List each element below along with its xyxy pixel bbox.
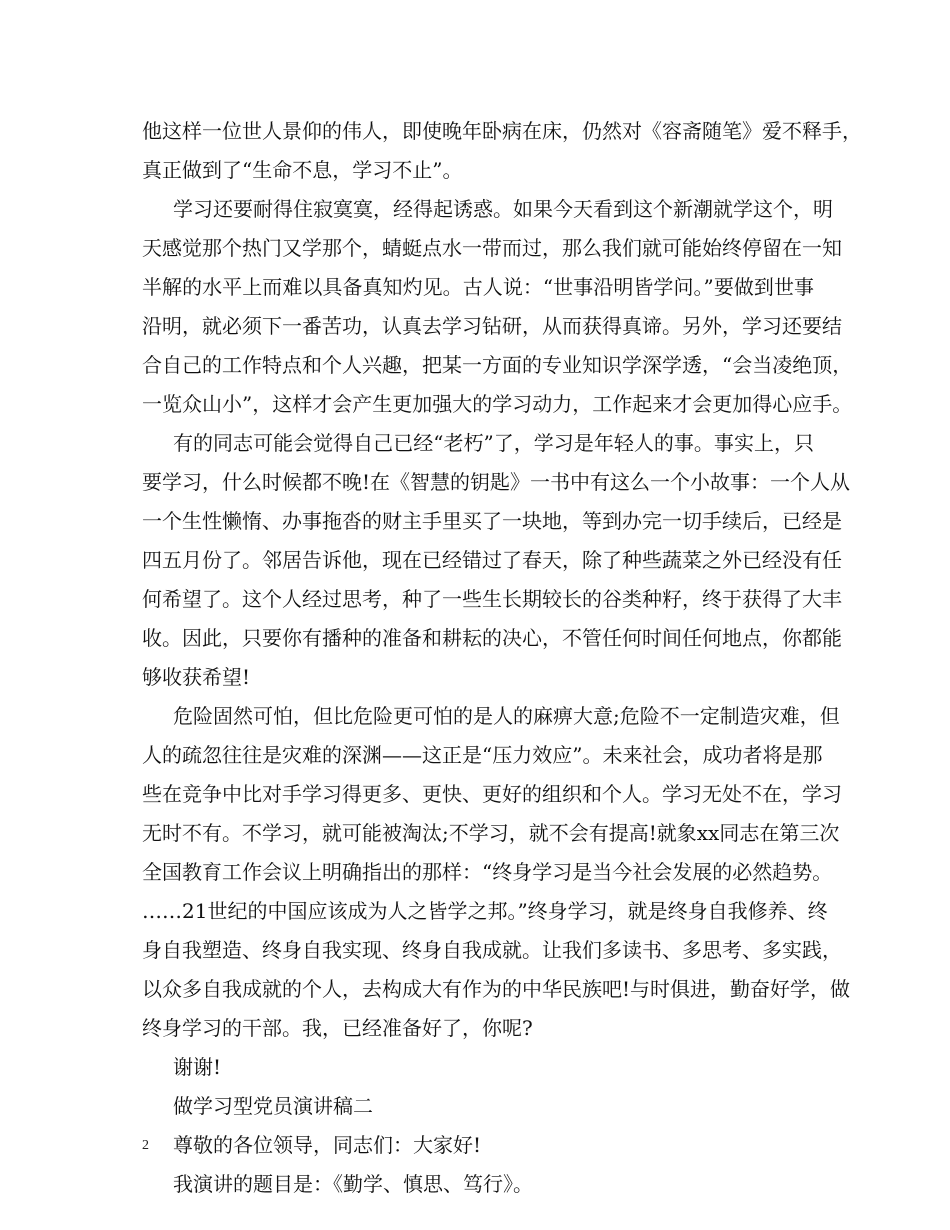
greeting-line: 尊敬的各位领导，同志们：大家好! bbox=[173, 1133, 482, 1157]
text-line: 身自我塑造、终身自我实现、终身自我成就。让我们多读书、多思考、多实践， bbox=[142, 938, 842, 962]
text-line: 四五月份了。邻居告诉他，现在已经错过了春天，除了种些蔬菜之外已经没有任 bbox=[142, 548, 842, 572]
text-line: 真正做到了“生命不息，学习不止”。 bbox=[142, 158, 463, 182]
text-line: 要学习，什么时候都不晚!在《智慧的钥匙》一书中有这么一个小故事：一个人从 bbox=[142, 470, 851, 494]
text-line: 收。因此，只要你有播种的准备和耕耘的决心，不管任何时间任何地点，你都能 bbox=[142, 626, 842, 650]
text-line: 全国教育工作会议上明确指出的那样：“终身学习是当今社会发展的必然趋势。 bbox=[142, 860, 833, 884]
text-line: 人的疏忽往往是灾难的深渊——这正是“压力效应”。未来社会，成功者将是那 bbox=[142, 743, 823, 767]
text-line: 一览众山小”，这样才会产生更加强大的学习动力，工作起来才会更加得心应手。 bbox=[142, 392, 853, 416]
text-line: 学习还要耐得住寂寞寞，经得起诱惑。如果今天看到这个新潮就学这个，明 bbox=[173, 197, 833, 221]
closing-line: 谢谢! bbox=[173, 1055, 222, 1079]
text-line: 以众多自我成就的个人，去构成大有作为的中华民族吧!与时俱进，勤奋好学，做 bbox=[142, 977, 851, 1001]
body-text bbox=[142, 112, 862, 1204]
text-line: 沿明，就必须下一番苦功，认真去学习钻研，从而获得真谛。另外，学习还要结 bbox=[142, 314, 842, 338]
text-line: 合自己的工作特点和个人兴趣，把某一方面的专业知识学深学透，“会当凌绝顶， bbox=[142, 353, 853, 377]
speech-title: 做学习型党员演讲稿二 bbox=[173, 1094, 373, 1118]
text-line: 一个生性懒惰、办事拖沓的财主手里买了一块地，等到办完一切手续后，已经是 bbox=[142, 509, 842, 533]
text-line: 终身学习的干部。我，已经准备好了，你呢? bbox=[142, 1016, 533, 1040]
text-line: 天感觉那个热门又学那个，蜻蜓点水一带而过，那么我们就可能始终停留在一知 bbox=[142, 236, 842, 260]
text-line: 有的同志可能会觉得自己已经“老朽”了，学习是年轻人的事。事实上，只 bbox=[173, 431, 814, 455]
text-line: 无时不有。不学习，就可能被淘汰;不学习，就不会有提高!就象xx同志在第三次 bbox=[142, 821, 840, 845]
text-line: 些在竞争中比对手学习得更多、更快、更好的组织和个人。学习无处不在，学习 bbox=[142, 782, 842, 806]
text-line: 危险固然可怕，但比危险更可怕的是人的麻痹大意;危险不一定制造灾难，但 bbox=[173, 704, 840, 728]
text-line: 半解的水平上而难以具备真知灼见。古人说：“世事沿明皆学问。”要做到世事 bbox=[142, 275, 814, 299]
page-number: 2 bbox=[142, 1138, 149, 1153]
text-line: 他这样一位世人景仰的伟人，即使晚年卧病在床，仍然对《容斋随笔》爱不释手， bbox=[142, 119, 862, 143]
text-line: 何希望了。这个人经过思考，种了一些生长期较长的谷类种籽，终于获得了大丰 bbox=[142, 587, 842, 611]
text-line: 够收获希望! bbox=[142, 665, 251, 689]
topic-line: 我演讲的题目是：《勤学、慎思、笃行》。 bbox=[173, 1172, 533, 1196]
text-line: ……21世纪的中国应该成为人之皆学之邦。”终身学习，就是终身自我修养、终 bbox=[142, 899, 828, 923]
